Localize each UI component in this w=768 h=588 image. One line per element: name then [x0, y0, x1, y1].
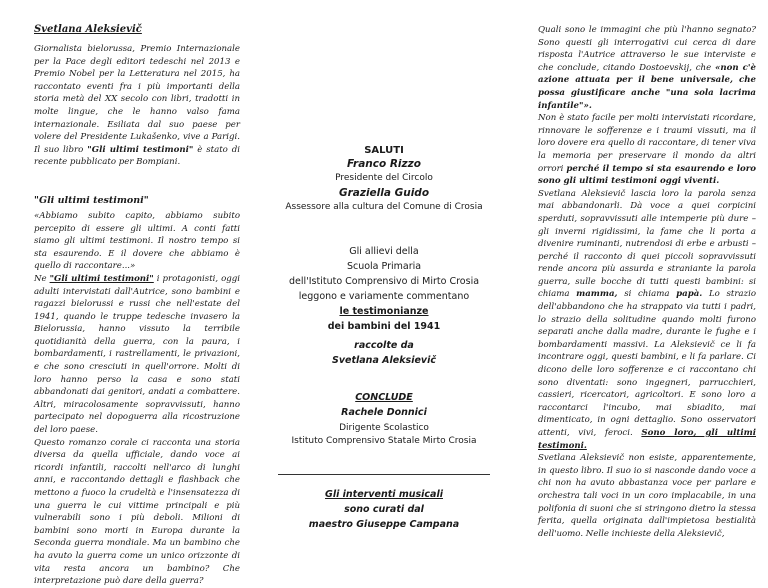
saluti-name-2: Graziella Guido	[338, 187, 430, 199]
music-line-3: maestro Giuseppe Campana	[308, 519, 460, 530]
students-line-5: le testimonianze	[339, 306, 429, 317]
section-heading: "Gli ultimi testimoni"	[34, 194, 149, 206]
music-line-2: sono curati dal	[344, 504, 424, 515]
students-line-1: Gli allievi della	[349, 246, 419, 257]
witnesses-bold: Sono loro, gli ultimi testimoni.	[538, 428, 756, 451]
middle-column	[256, 0, 512, 543]
bio-end: è stato di recente pubblicato per Bompiani.	[34, 144, 240, 168]
p1-text: Quali sono le immagini che più l'hanno segnato? Sono questi gli interrogativi cui cerca di dare risposta l'Autrice attraverso le sue interviste e che conclude, citando Dostoevskij, che	[538, 25, 756, 73]
protagonists-paragraph	[34, 273, 240, 437]
students-line-3: dell'Istituto Comprensivo di Mirto Crosia	[288, 276, 480, 287]
p2-start: Ne	[34, 273, 47, 284]
p2-title: "Gli ultimi testimoni"	[49, 273, 154, 284]
bio-text: Giornalista bielorussa, Premio Internazionale per la Pace degli editori tedeschi nel 2013 e Premio Nobel per la Letteratura nel 2015, ha raccontato eventi fra i più importanti della storia metà del XX secolo con libri, tradotti in molte lingue, che le hanno valso fama internazionale. Esiliata dal suo paese per volere del Presidente Lukašenko, vive a Parigi. Il suo libro	[34, 44, 240, 155]
p3-text-c: Lo strazio dell'abbandono che ha strappato via tutti i padri, lo strazio della solitudine quando molti furono separati anche dalla madre, durante le fughe e i bombardamenti massivi. La Aleksievič ce li fa incontrare oggi, questi bambini, e li fa parlare. Ci dicono delle loro sofferenze e ci raccontano chi sono diventati: sono ingegneri, parrucchieri, cassieri, ricercatori, agricoltori. E sono loro a raccontarci l'incubo, mai sbiadito, mai dimenticato, in ogni dettaglio. Sono osservatori attenti, vivi, feroci.	[538, 289, 756, 438]
left-column	[0, 0, 256, 587]
quote-paragraph: «Abbiamo subito capito, abbiamo subito percepito di essere gli ultimi. A conti fatti siamo gli ultimi testimoni. Il nostro tempo si sta esaurendo. E il dovere che abbiamo è quello di raccontare...»	[34, 210, 240, 272]
students-line-7: raccolte da	[354, 340, 414, 351]
last-witnesses-phrase: perché il tempo si sta esaurendo e loro sono gli ultimi testimoni oggi viventi.	[538, 163, 756, 187]
saluti-role-2: Assessore alla cultura del Comune di Crosia	[285, 202, 483, 212]
questions-paragraph	[538, 24, 756, 112]
students-line-4: leggono e variamente commentano	[298, 291, 470, 302]
students-line-2: Scuola Primaria	[346, 261, 422, 272]
students-line-8: Svetlana Aleksievič	[332, 355, 436, 366]
conclude-role-1: Dirigente Scolastico	[339, 423, 429, 433]
dostoevskij-quote: «non c'è azione attuata per il bene universale, che possa giustificare anche "una sola lacrima infantile"».	[538, 62, 756, 111]
bio-book-title: "Gli ultimi testimoni"	[87, 144, 194, 155]
word-papa: papà.	[676, 289, 703, 300]
p2-text: Non è stato facile per molti intervistati ricordare, rinnovare le sofferenze e i traumi vissuti, ma il loro dovere era quello di raccontare, di tener viva la memoria per preservare il mondo da altri orrori	[538, 113, 756, 174]
author-bio	[34, 43, 240, 169]
saluti-name-1: Franco Rizzo	[347, 158, 421, 170]
conclude-heading: CONCLUDE	[355, 392, 413, 403]
author-heading: Svetlana Aleksievič	[34, 24, 142, 35]
saluti-heading: SALUTI	[364, 145, 404, 156]
p3-text-b: si chiama	[624, 289, 670, 300]
conclude-name: Rachele Donnici	[341, 407, 427, 418]
memory-paragraph	[538, 112, 756, 188]
conclude-role-2: Istituto Comprensivo Statale Mirto Crosia	[291, 436, 477, 446]
music-line-1: Gli interventi musicali	[325, 489, 443, 500]
author-absence-paragraph: Svetlana Aleksievič non esiste, apparentemente, in questo libro. Il suo io si nasconde dando voce a chi non ha avuto abbastanza voce per parlare e orchestra tali voci in un coro implacabile, in una polifonia di suoni che si stringono dietro la stessa ferita, quella originata dall'impietosa bestialità dell'uomo. Nelle inchieste della Aleksievič,	[538, 453, 756, 539]
p2-rest: i protagonisti, oggi adulti intervistati dall'Autrice, sono bambini e ragazzi bielorussi e russi che nell'estate del 1941, quando le truppe tedesche invasero la Bielorussia, hanno vissuto la terribile quotidianità della guerra, con la paura, i bombardamenti, i rastrellamenti, le privazioni, e che sono cresciuti in quell'orrore. Molti di loro hanno perso la casa e sono stati abbandonati dai genitori, andati a combattere. Altri, miracolosamente sopravvissuti, hanno partecipato nel dopoguerra alla ricostruzione del loro paese.	[34, 273, 241, 436]
p3-text-a: Svetlana Aleksievič lascia loro la parola senza mai abbandonarli. Dà voce a quei corpicini sperduti, sopravvissuti alle intemperie più dure – gli inverni rigidissimi, la fame che li porta a divenire ruminanti, nutrendosi di erbe e arbusti – perché il racconto di quei piccoli sopravvissuti rende ancora più assurda e straniante la parola guerra, sulle bocche di tutti questi bambini: si chiama	[538, 188, 756, 300]
right-column	[512, 0, 768, 543]
students-line-6: dei bambini del 1941	[327, 321, 441, 332]
word-mamma: mamma,	[576, 289, 618, 300]
saluti-role-1: Presidente del Circolo	[335, 173, 433, 183]
voice-paragraph	[538, 188, 756, 452]
novel-paragraph: Questo romanzo corale ci racconta una storia diversa da quella ufficiale, dando voce ai ricordi infantili, raccolti nell'arco di lunghi anni, e raccontando dettagli e flashback che mettono a fuoco la crudeltà e l'insensatezza di una guerra le cui vittime principali e più vulnerabili sono i più deboli. Milioni di bambini sono morti in Europa durante la Seconda guerra mondiale. Ma un bambino che ha avuto la guerra come un unico orizzonte di vita resta ancora un bambino? Che interpretazione può dare della guerra?	[34, 437, 240, 587]
